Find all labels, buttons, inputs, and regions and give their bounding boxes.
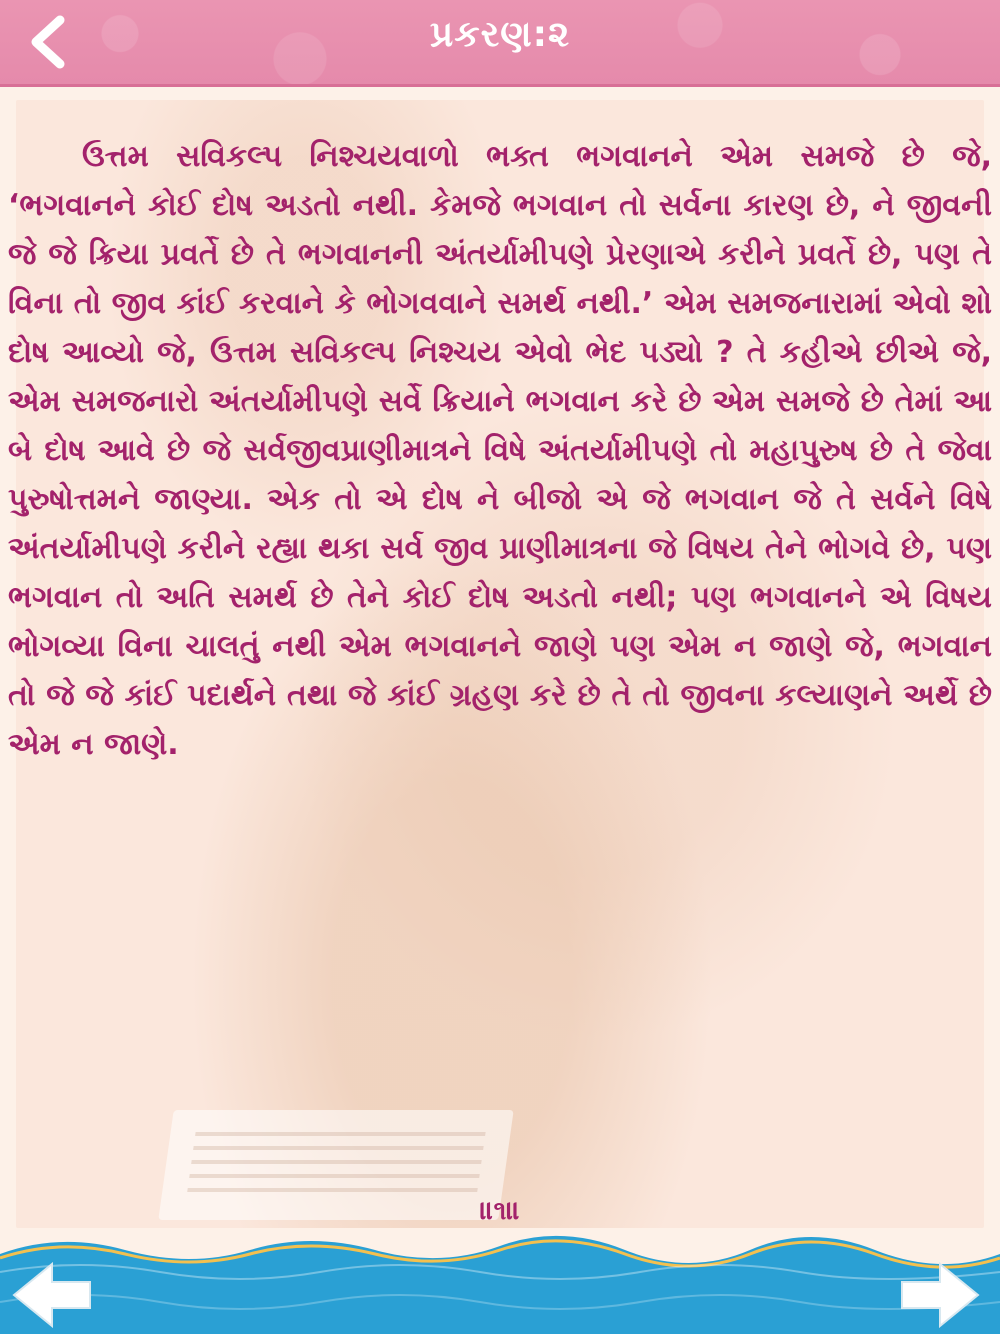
app-header xyxy=(0,0,1000,87)
arrow-right-icon xyxy=(900,1262,980,1328)
previous-page-button[interactable] xyxy=(12,1262,92,1328)
chapter-text: ઉત્તમ સવિકલ્પ નિશ્ચયવાળો ભક્ત ભગવાનને એમ સમજે છે જે, ‘ભગવાનને કોઈ દોષ અડતો નથી. કેમજે ભગવાન તો સર્વના કારણ છે, ને જીવની જે જે ક્રિયા પ્રવર્તે છે તે ભગવાનની અંતર્યામીપણે પ્રેરણાએ કરીને પ્રવર્તે છે, પણ તે વિના તો જીવ કાંઈ કરવાને કે ભોગવવાને સમર્થ નથી.’ એમ સમજનારામાં એવો શો દોષ આવ્યો જે, ઉત્તમ સવિકલ્પ નિશ્ચય એવો ભેદ પડ્યો ? તે કહીએ છીએ જે, એમ સમજનારો અંતર્યામીપણે સર્વે ક્રિયાને ભગવાન કરે છે એમ સમજે છે તેમાં આ બે દોષ આવે છે જે સર્વજીવપ્રાણીમાત્રને વિષે અંતર્યામીપણે તો મહાપુરુષ છે તે જેવા પુરુષોત્તમને જાણ્યા. એક તો એ દોષ ને બીજો એ જે ભગવાન જે તે સર્વને વિષે અંતર્યામીપણે કરીને રહ્યા થકા સર્વ જીવ પ્રાણીમાત્રના જે વિષય તેને ભોગવે છે, પણ ભગવાન તો અતિ સમર્થ છે તેને કોઈ દોષ અડતો નથી; પણ ભગવાનને એ વિષય ભોગવ્યા વિના ચાલતું નથી એમ ભગવાનને જાણે પણ એમ ન જાણે જે, ભગવાન તો જે જે કાંઈ પદાર્થને તથા જે કાંઈ ગ્રહણ કરે છે તે તો જીવના કલ્યાણને અર્થે છે એમ ન જાણે. xyxy=(8,139,992,762)
footer-bar xyxy=(0,1232,1000,1334)
page-number: ॥૧॥ xyxy=(479,1196,521,1226)
page-title: પ્રકરણ:૨ xyxy=(429,14,571,55)
next-page-button[interactable] xyxy=(900,1262,980,1328)
arrow-left-icon xyxy=(12,1262,92,1328)
